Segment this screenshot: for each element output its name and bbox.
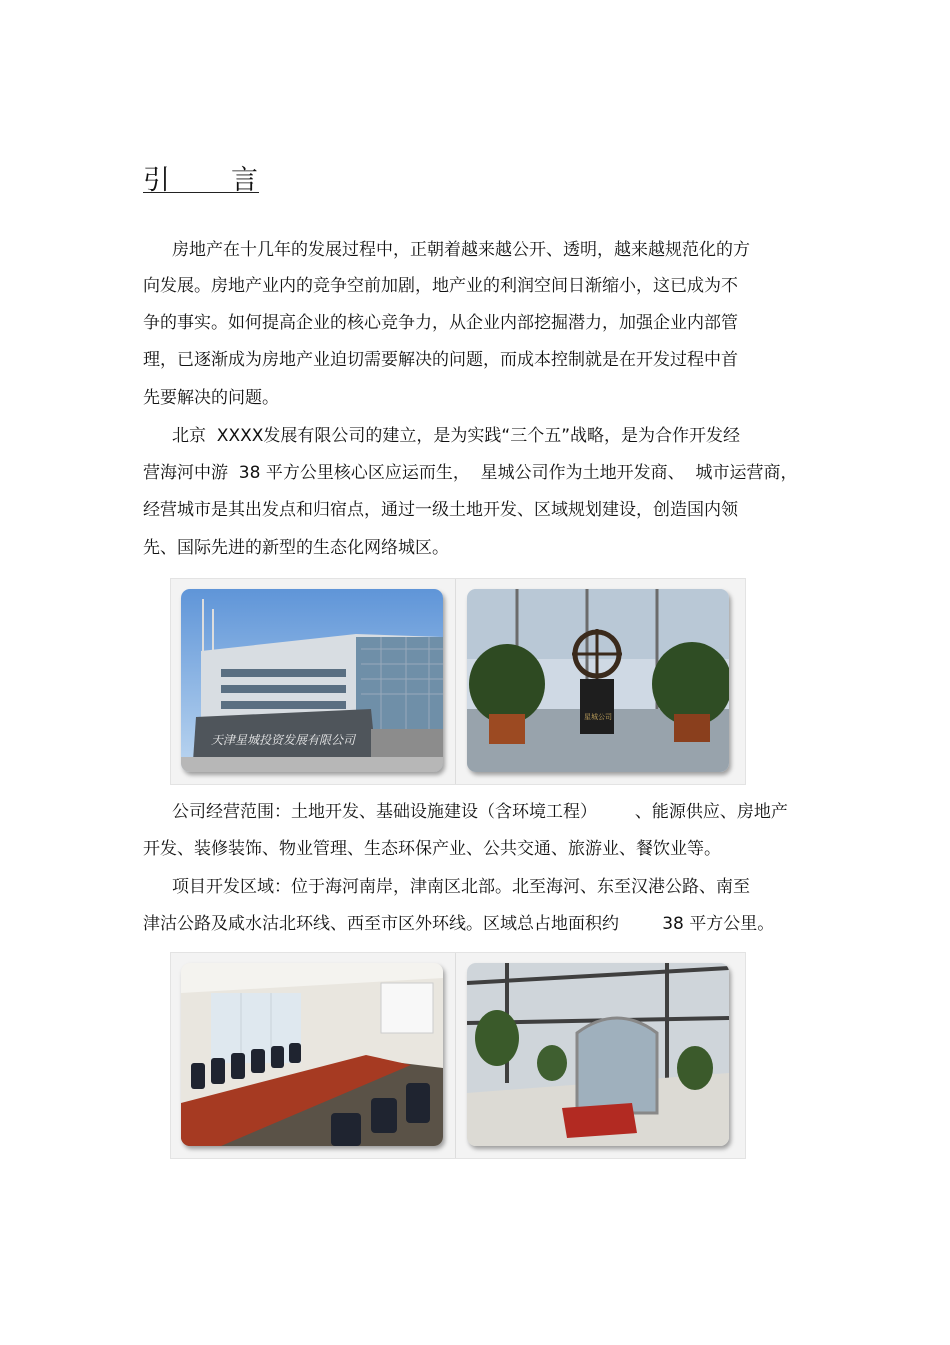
title-char-1: 引 (143, 165, 170, 196)
entrance-lobby-photo (467, 963, 729, 1146)
lobby-plants-photo (467, 589, 729, 772)
paragraph-line: 营海河中游 38 平方公里核心区应运而生， 星城公司作为土地开发商、 城市运营商， (143, 463, 798, 483)
photo-divider (455, 579, 456, 784)
paragraph-line: 先、国际先进的新型的生态化网络城区。 (143, 538, 449, 558)
plaque-lettering: 星城公司 (584, 713, 612, 721)
photo-row-1 (170, 578, 746, 785)
photo-row-2 (170, 952, 746, 1159)
photo-divider (455, 953, 456, 1158)
paragraph-line: 开发、装修装饰、物业管理、生态环保产业、公共交通、旅游业、餐饮业等。 (143, 839, 721, 859)
paragraph-line: 津沽公路及咸水沽北环线、西至市区外环线。区域总占地面积约 38 平方公里。 (143, 914, 775, 934)
paragraph-line: 项目开发区域：位于海河南岸，津南区北部。北至海河、东至汉港公路、南至 (172, 877, 750, 897)
paragraph-line: 经营城市是其出发点和归宿点，通过一级土地开发、区域规划建设，创造国内领 (143, 500, 738, 520)
page-title (143, 158, 259, 196)
paragraph-line: 理，已逐渐成为房地产业迫切需要解决的问题，而成本控制就是在开发过程中首 (143, 350, 738, 370)
office-building-photo (181, 589, 443, 772)
paragraph-line: 先要解决的问题。 (143, 388, 279, 408)
paragraph-line: 向发展。房地产业内的竞争空前加剧，地产业的利润空间日渐缩小，这已成为不 (143, 276, 738, 296)
paragraph-line: 房地产在十几年的发展过程中，正朝着越来越公开、透明，越来越规范化的方 (172, 240, 750, 260)
paragraph-line: 争的事实。如何提高企业的核心竞争力，从企业内部挖掘潜力，加强企业内部管 (143, 313, 738, 333)
sign-lettering: 天津星城投资发展有限公司 (211, 733, 356, 747)
paragraph-line: 北京 XXXX发展有限公司的建立，是为实践“三个五”战略，是为合作开发经 (172, 426, 741, 446)
paragraph-line: 公司经营范围：土地开发、基础设施建设（含环境工程） 、能源供应、房地产 (172, 802, 788, 822)
title-char-2: 言 (231, 165, 258, 196)
conference-room-photo (181, 963, 443, 1146)
